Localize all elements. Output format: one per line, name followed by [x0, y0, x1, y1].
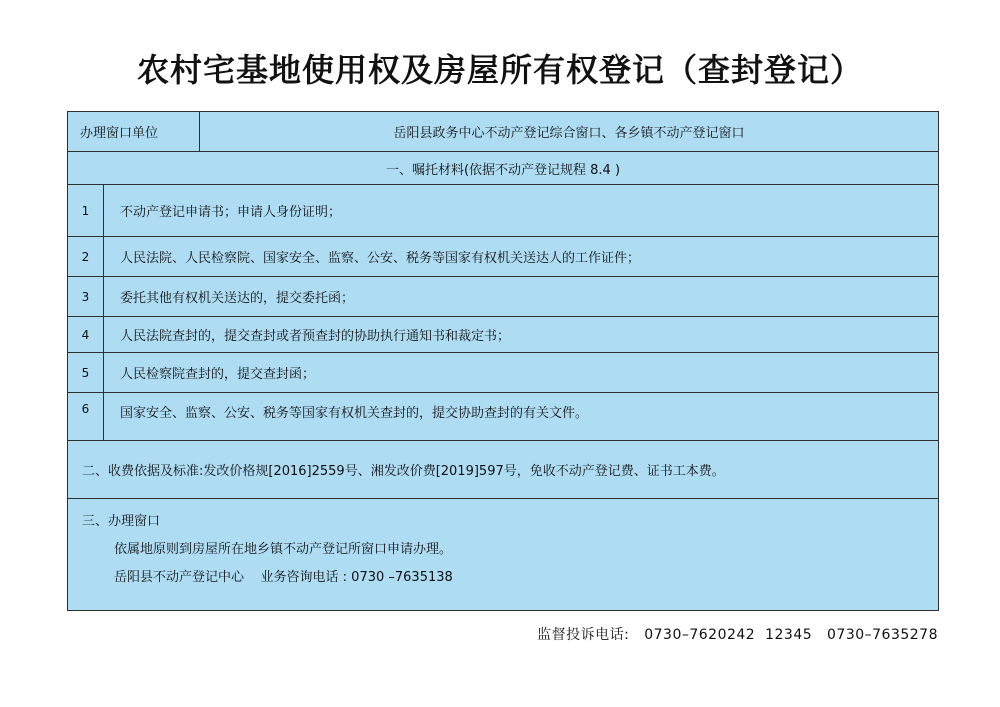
- section1-heading: 一、嘱托材料(依据不动产登记规程 8.4 ): [385, 162, 621, 178]
- item-number: [68, 393, 104, 440]
- item-text: 人民法院、人民检察院、国家安全、监察、公安、税务等国家有权机关送达人的工作证件；: [120, 251, 641, 266]
- item-text: 人民检察院查封的，提交查封函；: [120, 367, 316, 382]
- list-item: [68, 237, 938, 277]
- info-table: [67, 111, 939, 611]
- item-number-text: 6: [81, 402, 90, 416]
- item-text: 委托其他有权机关送达的，提交委托函；: [120, 291, 355, 306]
- section2-cell: [68, 441, 938, 498]
- page-title: 农村宅基地使用权及房屋所有权登记（查封登记）: [136, 51, 863, 89]
- section1-heading-cell: [68, 152, 938, 184]
- section2-text: 二、收费依据及标准:发改价格规[2016]2559号、湘发改价费[2019]597号，免收不动产登记费、证书工本费。: [82, 464, 725, 479]
- list-item: [68, 185, 938, 237]
- item-text: 不动产登记申请书；申请人身份证明；: [120, 205, 342, 220]
- item-text: 人民法院查封的，提交查封或者预查封的协助执行通知书和裁定书；: [120, 329, 511, 344]
- list-item: [68, 353, 938, 393]
- list-item: [68, 393, 938, 441]
- section2-row: [68, 441, 938, 499]
- section3-line1: 依属地原则到房屋所在地乡镇不动产登记所窗口申请办理。: [114, 542, 453, 557]
- list-item: [68, 277, 938, 317]
- section3-heading: 三、办理窗口: [82, 514, 161, 529]
- item-number: 3: [68, 277, 104, 316]
- item-text: 国家安全、监察、公安、税务等国家有权机关查封的，提交协助查封的有关文件。: [120, 406, 589, 421]
- item-number: 5: [68, 353, 104, 392]
- window-label: 办理窗口单位: [80, 126, 159, 141]
- window-value-cell: [200, 112, 938, 151]
- section3-line2: 岳阳县不动产登记中心 业务咨询电话 : 0730 –7635138: [114, 570, 453, 585]
- item-number: 2: [68, 237, 104, 276]
- list-item: [68, 317, 938, 353]
- section3-row: [68, 499, 938, 610]
- window-value: 岳阳县政务中心不动产登记综合窗口、各乡镇不动产登记窗口: [393, 126, 745, 141]
- section1-heading-row: [68, 152, 938, 185]
- window-row: [68, 112, 938, 152]
- complaint-hotline: 监督投诉电话: 0730–7620242 12345 0730–7635278: [537, 627, 938, 643]
- item-number: 4: [68, 317, 104, 352]
- item-number: 1: [68, 185, 104, 236]
- window-label-cell: [68, 112, 200, 151]
